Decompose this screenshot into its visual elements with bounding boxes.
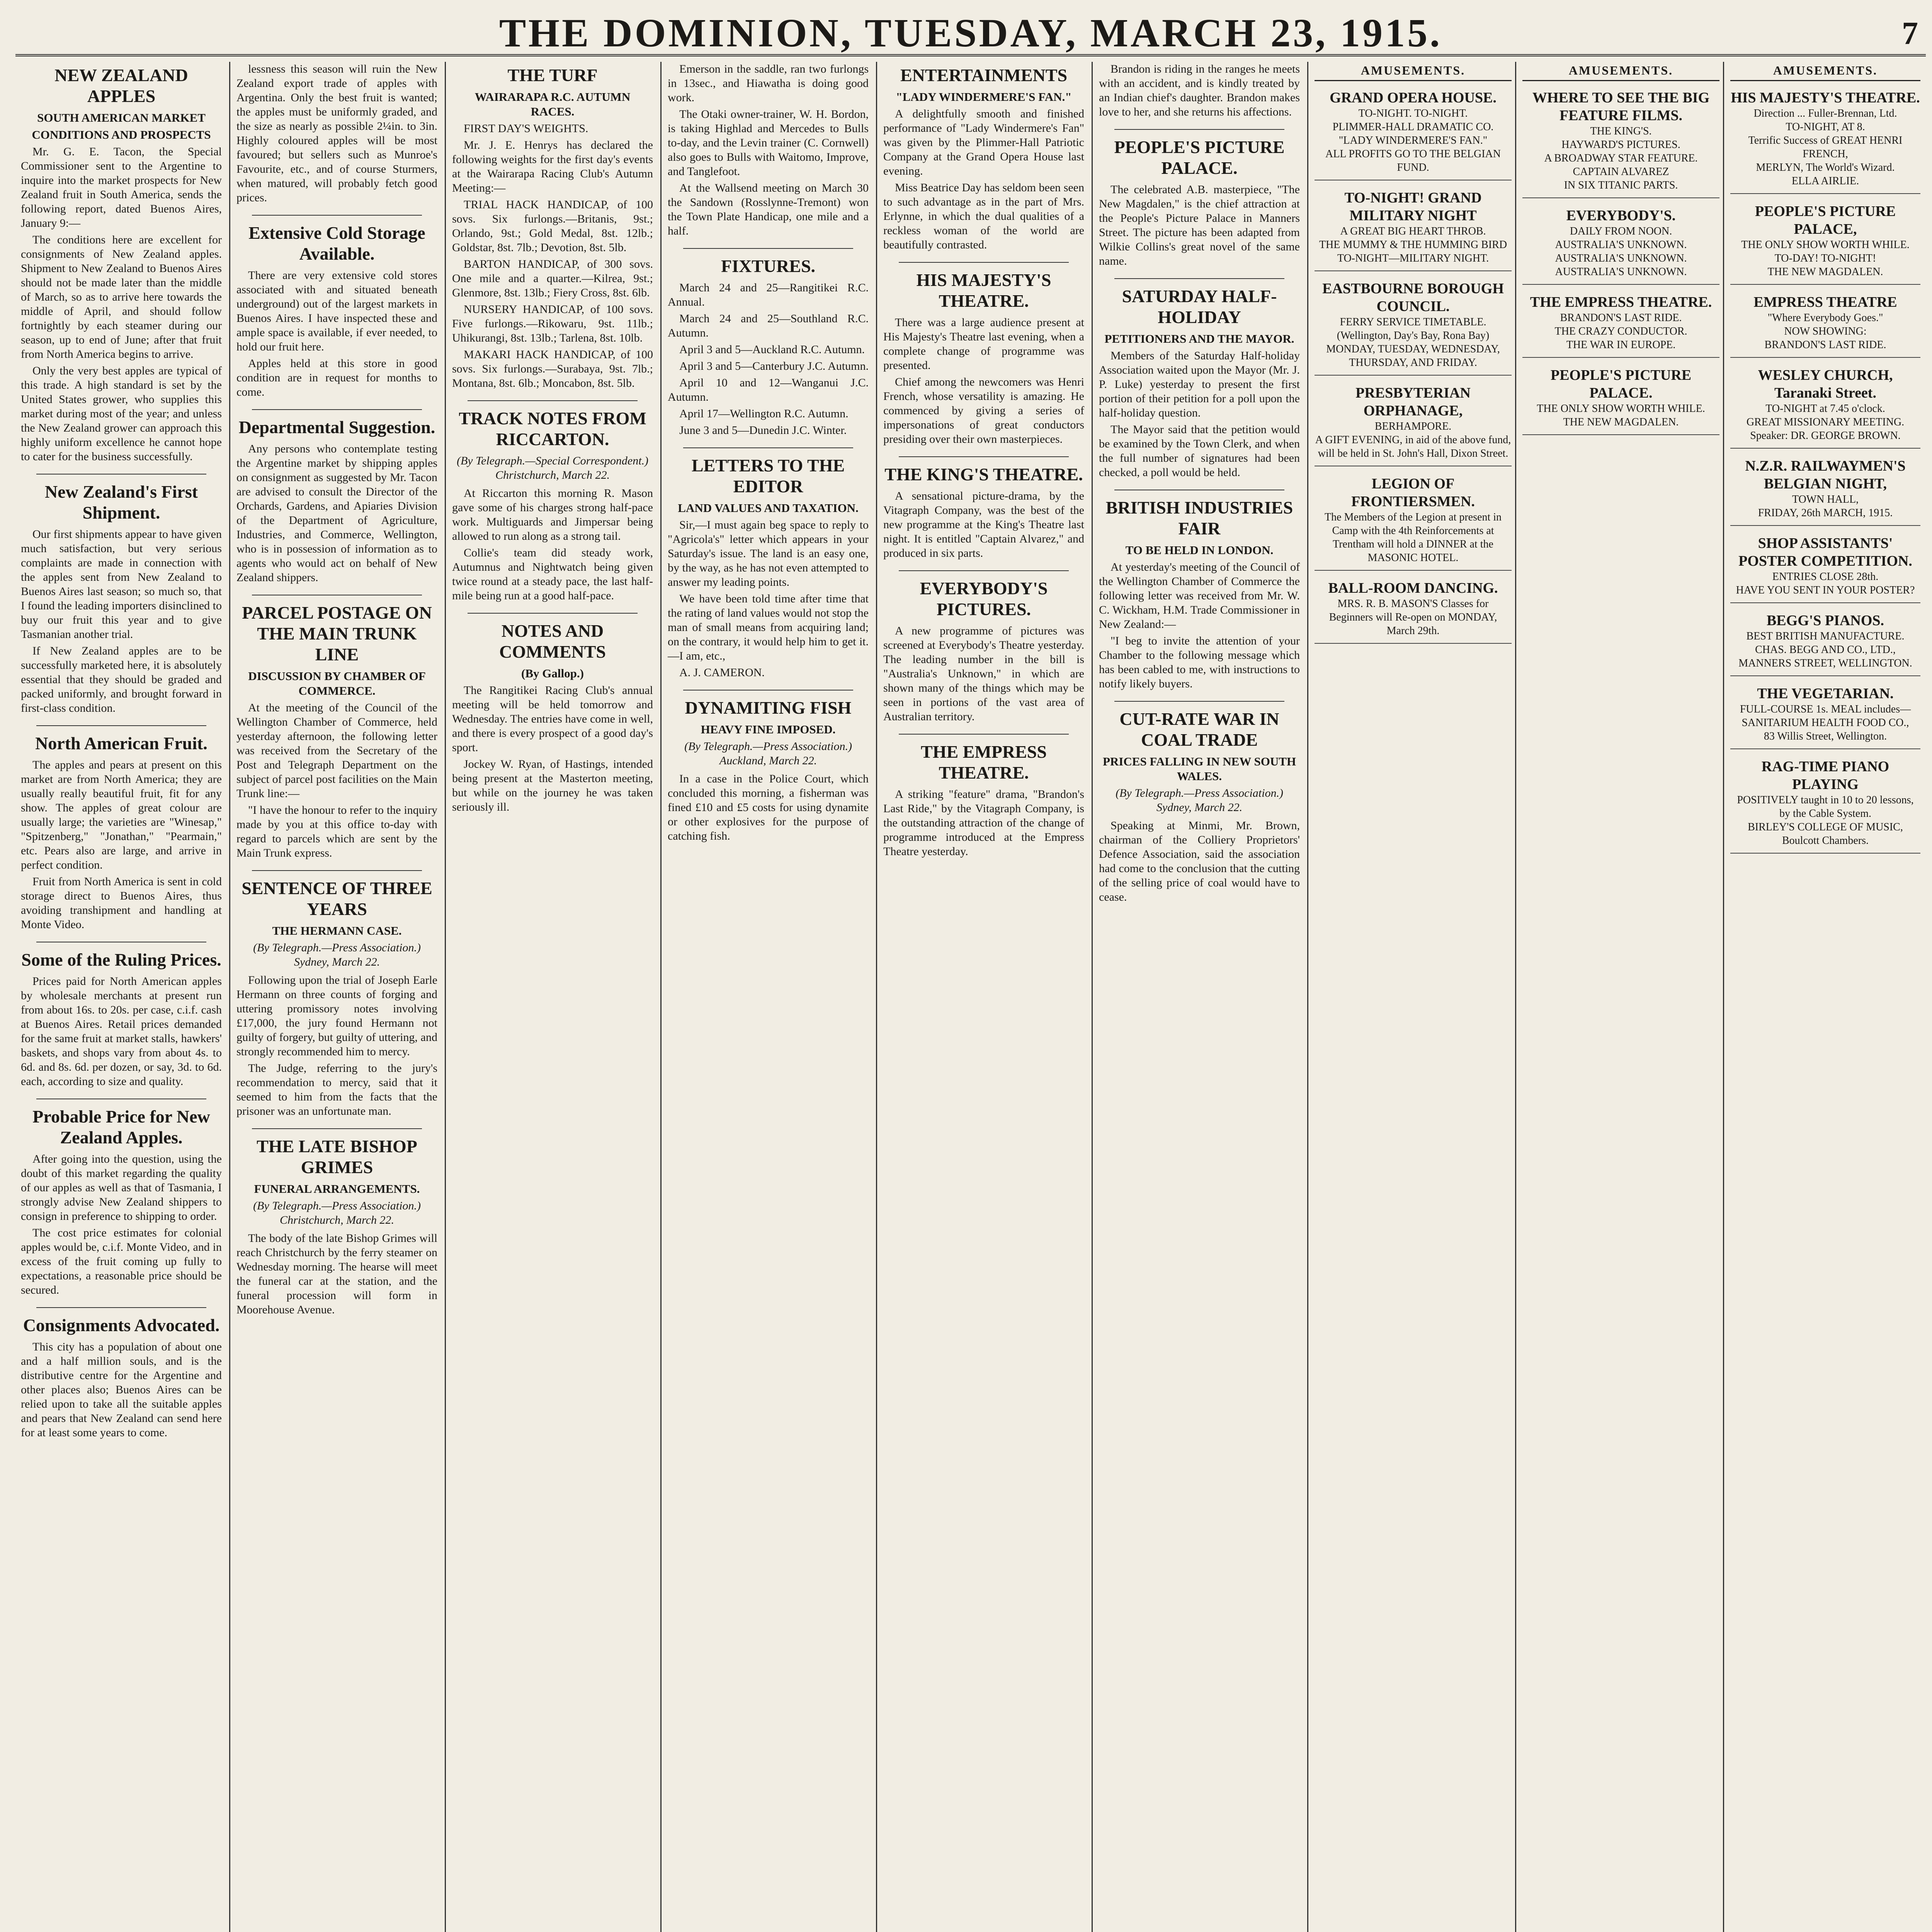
article-paragraph: The Mayor said that the petition would be examined by the Town Clerk, and when the full number of signatures had been checked, a poll would be held. bbox=[1099, 423, 1300, 479]
article-headline: HIS MAJESTY'S THEATRE. bbox=[916, 270, 1051, 311]
article-paragraph: After going into the question, using the doubt of this market regarding the quality of our apples as well as that of Tasmania, I strongly advise New Zealand shippers to consign in preference to shipping to order. bbox=[21, 1153, 222, 1223]
ad-line: BERHAMPORE. bbox=[1374, 420, 1452, 432]
advertisement bbox=[1315, 575, 1512, 644]
article-subheadline: SOUTH AMERICAN MARKET bbox=[37, 111, 206, 124]
column-rule bbox=[445, 62, 446, 1932]
article-paragraph: The Judge, referring to the jury's recommendation to mercy, said that it seemed to him from the facts that the prisoner was an unfortunate man. bbox=[236, 1062, 437, 1117]
ad-line: Direction ... Fuller-Brennan, Ltd. bbox=[1753, 107, 1897, 119]
article bbox=[883, 270, 1084, 446]
article-headline: BRITISH INDUSTRIES FAIR bbox=[1105, 498, 1293, 538]
article-headline: NEW ZEALAND APPLES bbox=[54, 65, 188, 106]
article-paragraph: A new programme of pictures was screened at Everybody's Theatre yesterday. The leading number in the bill is "Australia's Unknown," in which are shown many of the things which may be seen in portions of the vast area of Australian territory. bbox=[883, 624, 1084, 723]
amusements-label: AMUSEMENTS. bbox=[1730, 62, 1920, 81]
article-headline: Probable Price for New Zealand Apples. bbox=[32, 1107, 210, 1147]
article-headline: THE EMPRESS THEATRE. bbox=[921, 742, 1047, 782]
article-paragraph: Mr. J. E. Henrys has declared the following weights for the first day's events at the Wairarapa Racing Club's Autumn Meeting:— bbox=[452, 139, 653, 194]
article-paragraph: Miss Beatrice Day has seldom been seen to such advantage as in the part of Mrs. Erlynne, in which the dual qualities of a reckless woman of the world are beautifully contrasted. bbox=[883, 181, 1084, 251]
ad-line: TO-NIGHT at 7.45 o'clock. bbox=[1765, 403, 1885, 415]
amusements-column-3 bbox=[1725, 62, 1926, 1932]
article-paragraph: June 3 and 5—Dunedin J.C. Winter. bbox=[679, 424, 847, 437]
advertisement bbox=[1730, 199, 1920, 285]
ad-heading: GRAND OPERA HOUSE. bbox=[1330, 90, 1497, 106]
article bbox=[236, 1136, 437, 1317]
article bbox=[21, 733, 222, 932]
ad-line: ELLA AIRLIE. bbox=[1791, 175, 1859, 187]
news-column-4 bbox=[662, 62, 874, 1932]
article-headline: DYNAMITING FISH bbox=[685, 698, 852, 718]
article-paragraph: Emerson in the saddle, ran two furlongs in 13sec., and Hiawatha is doing good work. bbox=[668, 63, 869, 104]
ad-heading: THE VEGETARIAN. bbox=[1757, 685, 1894, 702]
advertisement bbox=[1315, 85, 1512, 180]
article-subheadline: "LADY WINDERMERE'S FAN." bbox=[896, 90, 1072, 104]
article-paragraph: Following upon the trial of Joseph Earle Hermann on three counts of forging and uttering promissory notes involving £17,000, the jury found Hermann not guilty of forgery, but guilty of uttering, and strongly recommended him to mercy. bbox=[236, 974, 437, 1058]
article bbox=[1099, 709, 1300, 904]
article-paragraph: We have been told time after time that the rating of land values would not stop the man of small means from acquiring land; on the contrary, it would help him to get it.—I am, etc., bbox=[668, 592, 869, 662]
ad-line: AUSTRALIA'S UNKNOWN. bbox=[1555, 252, 1687, 264]
ad-line: BRANDON'S LAST RIDE. bbox=[1764, 339, 1886, 351]
article bbox=[452, 65, 653, 390]
ad-line: MONDAY, TUESDAY, WEDNESDAY, THURSDAY, AND FRIDAY. bbox=[1326, 343, 1500, 369]
article-paragraph: At the meeting of the Council of the Wellington Chamber of Commerce, held yesterday afternoon, the following letter was received from the Secretary of the Post and Telegraph Department on the subject of parcel post facilities on the Main Trunk line:— bbox=[236, 701, 437, 800]
article bbox=[236, 223, 437, 399]
article-paragraph: April 17—Wellington R.C. Autumn. bbox=[679, 407, 849, 420]
ad-line: Terrific Success of GREAT HENRI FRENCH, bbox=[1748, 134, 1903, 160]
article bbox=[1099, 497, 1300, 691]
article-paragraph: At yesterday's meeting of the Council of the Wellington Chamber of Commerce the following letter was received from Mr. W. C. Wickham, H.M. Trade Commissioner in New Zealand:— bbox=[1099, 561, 1300, 631]
article-headline: FIXTURES. bbox=[721, 256, 816, 276]
article-paragraph: At the Wallsend meeting on March 30 the Sandown (Rosslynne-Tremont) won the Town Plate Handicap, one mile and a half. bbox=[668, 182, 869, 237]
advertisement bbox=[1315, 380, 1512, 466]
article-subheadline: THE HERMANN CASE. bbox=[272, 924, 402, 937]
ad-heading: WESLEY CHURCH, Taranaki Street. bbox=[1758, 367, 1893, 401]
ad-line: POSITIVELY taught in 10 to 20 lessons, by the Cable System. bbox=[1737, 794, 1914, 820]
ad-line: FRIDAY, 26th MARCH, 1915. bbox=[1758, 507, 1893, 519]
ad-line: THE MUMMY & THE HUMMING BIRD bbox=[1319, 239, 1507, 251]
article-headline: EVERYBODY'S PICTURES. bbox=[920, 578, 1048, 619]
ad-line: GREAT MISSIONARY MEETING. bbox=[1746, 416, 1905, 428]
ad-line: CAPTAIN ALVAREZ bbox=[1573, 166, 1669, 178]
article bbox=[21, 1315, 222, 1440]
article-headline: SENTENCE OF THREE YEARS bbox=[242, 878, 432, 919]
article-paragraph: Prices paid for North American apples by wholesale merchants at present run from about 16s. to 20s. per case, c.i.f. cash at Buenos Aires. Retail prices demanded for the same fruit at market stalls, hawkers' baskets, and shops vary from about 4s. to 6d. and 8s. 6d. per dozen, or say, 3d. to 6d. each, according to size and quality. bbox=[21, 975, 222, 1088]
article-headline: SATURDAY HALF-HOLIDAY bbox=[1122, 286, 1277, 327]
ad-heading: WHERE TO SEE THE BIG FEATURE FILMS. bbox=[1532, 90, 1710, 124]
article-headline: TRACK NOTES FROM RICCARTON. bbox=[459, 408, 646, 449]
ad-line: FULL-COURSE 1s. MEAL includes— bbox=[1740, 703, 1911, 715]
ad-line: THE KING'S. bbox=[1590, 125, 1652, 137]
article-divider bbox=[252, 1128, 422, 1129]
article-divider bbox=[36, 1307, 206, 1308]
article-divider bbox=[899, 456, 1069, 457]
article bbox=[236, 62, 437, 205]
article-dateline: (By Telegraph.—Press Association.) Auckland, March 22. bbox=[684, 740, 852, 767]
ad-heading: SHOP ASSISTANTS' POSTER COMPETITION. bbox=[1738, 535, 1912, 569]
newspaper-title: THE DOMINION, TUESDAY, MARCH 23, 1915. bbox=[499, 11, 1442, 55]
article-headline: Consignments Advocated. bbox=[23, 1315, 220, 1335]
news-column-6 bbox=[1094, 62, 1305, 1932]
article-paragraph: Collie's team did steady work, Autumnus and Nightwatch being given twice round at a steady pace, the last half-mile being run at a good half-pace. bbox=[452, 546, 653, 602]
article-paragraph: "I have the honour to refer to the inquiry made by you at this office to-day with regard to parcels which are sent by the Main Trunk express. bbox=[236, 804, 437, 859]
advertisement bbox=[1730, 754, 1920, 854]
article-headline: Departmental Suggestion. bbox=[238, 417, 435, 437]
article-paragraph: Jockey W. Ryan, of Hastings, intended being present at the Masterton meeting, but while on the journey he was taken seriously ill. bbox=[452, 758, 653, 813]
ad-line: ENTRIES CLOSE 28th. bbox=[1772, 571, 1879, 583]
ad-heading: EASTBOURNE BOROUGH COUNCIL. bbox=[1322, 281, 1504, 315]
article-paragraph: Our first shipments appear to have given much satisfaction, but very serious complaints are made in connection with the apples sent from New Zealand to Buenos Aires last season; so much so, that I found the leading importers disinclined to buy our fruit this year and to give Tasmanian another trial. bbox=[21, 528, 222, 641]
ad-heading: N.Z.R. RAILWAYMEN'S BELGIAN NIGHT, bbox=[1745, 458, 1906, 492]
article-headline: THE KING'S THEATRE. bbox=[884, 464, 1083, 484]
article-divider bbox=[683, 248, 853, 249]
ad-line: AUSTRALIA'S UNKNOWN. bbox=[1555, 266, 1687, 278]
advertisement bbox=[1315, 185, 1512, 271]
article-divider bbox=[683, 447, 853, 448]
article-paragraph: MAKARI HACK HANDICAP, of 100 sovs. Six furlongs.—Surabaya, 9st. 7lb.; Montana, 8st. 6lb.; Moncabon, 8st. 5lb. bbox=[452, 348, 653, 389]
article-paragraph: April 3 and 5—Auckland R.C. Autumn. bbox=[679, 343, 865, 356]
article-subheadline: LAND VALUES AND TAXATION. bbox=[678, 501, 859, 515]
article-dateline: (By Telegraph.—Press Association.) Sydney, March 22. bbox=[1116, 787, 1283, 814]
article-headline: NOTES AND COMMENTS bbox=[499, 621, 606, 662]
ad-line: THE ONLY SHOW WORTH WHILE. bbox=[1741, 239, 1910, 251]
article-divider bbox=[252, 409, 422, 410]
article-paragraph: Members of the Saturday Half-holiday Association waited upon the Mayor (Mr. J. P. Luke) yesterday to present the first portion of their petition for a poll upon the half-holiday question. bbox=[1099, 349, 1300, 419]
article bbox=[21, 949, 222, 1088]
article-subheadline: PRICES FALLING IN NEW SOUTH WALES. bbox=[1102, 755, 1296, 783]
ad-heading: RAG-TIME PIANO PLAYING bbox=[1761, 759, 1889, 793]
article-divider bbox=[468, 400, 638, 401]
ad-heading: EVERYBODY'S. bbox=[1566, 207, 1676, 224]
article-headline: North American Fruit. bbox=[35, 733, 207, 753]
article bbox=[21, 481, 222, 715]
article-paragraph: If New Zealand apples are to be successfully marketed here, it is absolutely essential that they should be graded and packed uniformly, and brought forward in first-class condition. bbox=[21, 645, 222, 714]
article-headline: Some of the Ruling Prices. bbox=[21, 950, 221, 969]
article-divider bbox=[1114, 129, 1284, 130]
ad-line: BIRLEY'S COLLEGE OF MUSIC, bbox=[1748, 821, 1903, 833]
amusements-label: AMUSEMENTS. bbox=[1522, 62, 1719, 81]
article bbox=[883, 464, 1084, 560]
article-paragraph: March 24 and 25—Southland R.C. Autumn. bbox=[668, 312, 869, 339]
article bbox=[668, 697, 869, 843]
article bbox=[883, 65, 1084, 252]
ad-heading: LEGION OF FRONTIERSMEN. bbox=[1351, 476, 1475, 510]
ad-line: Speaker: DR. GEORGE BROWN. bbox=[1750, 430, 1901, 442]
article-paragraph: TRIAL HACK HANDICAP, of 100 sovs. Six furlongs.—Britanis, 9st.; Orlando, 9st.; Gold Medal, 8st. 12lb.; Goldstar, 8st. 7lb.; Devotion, 8st. 5lb. bbox=[452, 198, 653, 254]
article-divider bbox=[899, 734, 1069, 735]
advertisement bbox=[1315, 276, 1512, 376]
article bbox=[21, 65, 222, 464]
article-dateline: (By Telegraph.—Special Correspondent.) Christchurch, March 22. bbox=[456, 454, 649, 481]
article-paragraph: The apples and pears at present on this market are from North America; they are usually really beautiful fruit, fit for any show. The apples of great colour are usually large; the varieties are "Winesap," "Spitzenberg," "Jonathan," "Pearmain," etc. Pears also are large, and arrive in perfect condition. bbox=[21, 759, 222, 871]
ad-heading: PEOPLE'S PICTURE PALACE, bbox=[1755, 203, 1896, 237]
article-paragraph: March 24 and 25—Rangitikei R.C. Annual. bbox=[668, 281, 869, 308]
article-paragraph: NURSERY HANDICAP, of 100 sovs. Five furlongs.—Rikowaru, 9st. 11lb.; Uhikurangi, 8st. 13lb.; Tarlena, 8st. 10lb. bbox=[452, 303, 653, 344]
article bbox=[668, 256, 869, 437]
advertisement bbox=[1522, 362, 1719, 435]
article-paragraph: There was a large audience present at His Majesty's Theatre last evening, when a complete change of programme was presented. bbox=[883, 316, 1084, 372]
article bbox=[21, 1106, 222, 1297]
article-paragraph: BARTON HANDICAP, of 300 sovs. One mile and a quarter.—Kilrea, 9st.; Glenmore, 8st. 13lb.; Fiery Cross, 8st. 6lb. bbox=[452, 258, 653, 299]
article-paragraph: This city has a population of about one and a half million souls, and is the distributive centre for the Argentine and other places also; Buenos Aires can be relied upon to take all the suitable apples and pears that New Zealand can send here for at least some years to come. bbox=[21, 1340, 222, 1439]
ad-line: THE CRAZY CONDUCTOR. bbox=[1554, 325, 1687, 337]
article-paragraph: In a case in the Police Court, which concluded this morning, a fisherman was fined £10 and £5 costs for using dynamite or other explosives for the purpose of catching fish. bbox=[668, 772, 869, 842]
article-paragraph: A sensational picture-drama, by the Vitagraph Company, was the best of the new programme at the King's Theatre last night. It is entitled "Captain Alvarez," and produced in six parts. bbox=[883, 490, 1084, 560]
ad-line: THE ONLY SHOW WORTH WHILE. bbox=[1537, 403, 1705, 415]
news-column-2 bbox=[231, 62, 443, 1932]
article-subheadline: FUNERAL ARRANGEMENTS. bbox=[254, 1182, 420, 1196]
article-subheadline: TO BE HELD IN LONDON. bbox=[1125, 543, 1274, 557]
ad-line: TO-NIGHT, AT 8. bbox=[1786, 121, 1865, 133]
article bbox=[1099, 137, 1300, 268]
ad-line: PLIMMER-HALL DRAMATIC CO. bbox=[1332, 121, 1494, 133]
article-paragraph: The body of the late Bishop Grimes will reach Christchurch by the ferry steamer on Wednesday morning. The hearse will meet the funeral car at the station, and the funeral procession will form in Moorehouse Avenue. bbox=[236, 1232, 437, 1316]
article-subheadline: (By Gallop.) bbox=[521, 667, 584, 680]
article-divider bbox=[899, 262, 1069, 263]
article bbox=[883, 578, 1084, 724]
ad-line: ALL PROFITS GO TO THE BELGIAN FUND. bbox=[1325, 148, 1501, 173]
masthead bbox=[15, 8, 1926, 56]
amusements-label: AMUSEMENTS. bbox=[1315, 62, 1512, 81]
article-headline: PEOPLE'S PICTURE PALACE. bbox=[1114, 137, 1285, 178]
ad-line: Boulcott Chambers. bbox=[1782, 835, 1869, 847]
ad-line: TOWN HALL, bbox=[1792, 493, 1859, 505]
article bbox=[236, 602, 437, 860]
ad-heading: EMPRESS THEATRE bbox=[1753, 294, 1897, 310]
ad-line: TO-DAY! TO-NIGHT! bbox=[1774, 252, 1876, 264]
ad-line: HAVE YOU SENT IN YOUR POSTER? bbox=[1736, 584, 1915, 596]
ad-line: THE NEW MAGDALEN. bbox=[1767, 266, 1883, 278]
ad-heading: BEGG'S PIANOS. bbox=[1766, 612, 1884, 629]
article-headline: New Zealand's First Shipment. bbox=[44, 482, 198, 522]
ad-line: MANNERS STREET, WELLINGTON. bbox=[1738, 657, 1912, 669]
article-paragraph: FIRST DAY'S WEIGHTS. bbox=[464, 122, 588, 135]
article-paragraph: At Riccarton this morning R. Mason gave some of his charges strong half-pace work. Multiguards and Jimpersar being allowed to run along as a strong tail. bbox=[452, 487, 653, 543]
column-rule bbox=[1307, 62, 1308, 1932]
article-paragraph: Only the very best apples are typical of this trade. A high standard is set by the United States grower, who supplies this market during most of the year; and unless the New Zealand grower can approach this highly uniform excellence he cannot hope to cater for the business successfully. bbox=[21, 364, 222, 463]
article-paragraph: Any persons who contemplate testing the Argentine market by shipping apples on consignment as suggested by Mr. Tacon are advised to consult the Director of the Orchards, Gardens, and Apiaries Division of the Department of Agriculture, Industries, and Commerce, Wellington, who is in possession of information as to agents who would act on behalf of New Zealand shippers. bbox=[236, 442, 437, 584]
ad-heading: PEOPLE'S PICTURE PALACE. bbox=[1550, 367, 1692, 401]
advertisement bbox=[1730, 453, 1920, 526]
article-headline: PARCEL POSTAGE ON THE MAIN TRUNK LINE bbox=[242, 603, 432, 664]
article-paragraph: A. J. CAMERON. bbox=[679, 666, 765, 679]
article bbox=[1099, 62, 1300, 119]
article-divider bbox=[36, 725, 206, 726]
article-headline: Extensive Cold Storage Available. bbox=[248, 223, 425, 264]
article-headline: ENTERTAINMENTS bbox=[900, 65, 1068, 85]
article-paragraph: The cost price estimates for colonial apples would be, c.i.f. Monte Video, and in excess of the fruit coming up fully to expectations, a reasonable price should be secured. bbox=[21, 1226, 222, 1296]
advertisement bbox=[1315, 471, 1512, 571]
article-headline: LETTERS TO THE EDITOR bbox=[691, 456, 845, 496]
advertisement bbox=[1730, 362, 1920, 449]
article-paragraph: April 10 and 12—Wanganui J.C. Autumn. bbox=[668, 376, 869, 403]
ad-heading: BALL-ROOM DANCING. bbox=[1328, 580, 1498, 596]
article-headline: CUT-RATE WAR IN COAL TRADE bbox=[1119, 709, 1279, 750]
article bbox=[668, 455, 869, 680]
ad-line: FERRY SERVICE TIMETABLE. bbox=[1340, 316, 1486, 328]
article-dateline: (By Telegraph.—Press Association.) Christchurch, March 22. bbox=[253, 1199, 421, 1226]
article bbox=[236, 878, 437, 1118]
advertisement bbox=[1522, 203, 1719, 285]
ad-line: MRS. R. B. MASON'S Classes for Beginners will Re-open on MONDAY, March 29th. bbox=[1329, 598, 1497, 637]
news-column-1 bbox=[15, 62, 227, 1932]
ad-line: "Where Everybody Goes." bbox=[1767, 312, 1883, 324]
article-paragraph: Chief among the newcomers was Henri French, whose versatility is amazing. He commenced by giving a series of impersonations of great conductors presiding over their own masterpieces. bbox=[883, 376, 1084, 446]
ad-line: A GIFT EVENING, in aid of the above fund, will be held in St. John's Hall, Dixon Street. bbox=[1315, 434, 1511, 459]
article bbox=[236, 417, 437, 585]
ad-line: (Wellington, Day's Bay, Rona Bay) bbox=[1337, 330, 1490, 342]
advertisement bbox=[1730, 608, 1920, 676]
amusements-column-1 bbox=[1309, 62, 1517, 1932]
article bbox=[1099, 286, 1300, 480]
column-rule bbox=[1092, 62, 1093, 1932]
article-paragraph: A delightfully smooth and finished performance of "Lady Windermere's Fan" was given by the Plimmer-Hall Patriotic Company at the Grand Opera House last evening. bbox=[883, 107, 1084, 177]
ad-line: A BROADWAY STAR FEATURE. bbox=[1544, 152, 1698, 164]
advertisement bbox=[1522, 289, 1719, 358]
article-headline: THE LATE BISHOP GRIMES bbox=[257, 1136, 417, 1177]
article-divider bbox=[1114, 701, 1284, 702]
article-paragraph: A striking "feature" drama, "Brandon's Last Ride," by the Vitagraph Company, is the outstanding attraction of the change of programme introduced at the Empress Theatre yesterday. bbox=[883, 788, 1084, 858]
ad-line: MERLYN, The World's Wizard. bbox=[1756, 162, 1895, 173]
article-paragraph: The celebrated A.B. masterpiece, "The New Magdalen," is the chief attraction at the People's Picture Palace in Manners Street. The picture has been adapted from Wilkie Collins's great novel of the same name. bbox=[1099, 183, 1300, 267]
ad-line: IN SIX TITANIC PARTS. bbox=[1564, 179, 1678, 191]
article-divider bbox=[252, 215, 422, 216]
article-divider bbox=[468, 613, 638, 614]
column-rule bbox=[876, 62, 877, 1932]
article-paragraph: Apples held at this store in good condition are in request for months to come. bbox=[236, 357, 437, 398]
advertisement bbox=[1730, 85, 1920, 194]
article-paragraph: "I beg to invite the attention of your Chamber to the following message which has been cabled to me, with instructions to notify likely buyers. bbox=[1099, 634, 1300, 690]
news-column-5 bbox=[878, 62, 1090, 1932]
ad-line: THE NEW MAGDALEN. bbox=[1563, 416, 1679, 428]
article-paragraph: Fruit from North America is sent in cold storage direct to Buenos Aires, thus avoiding transhipment and handling at Monte Video. bbox=[21, 875, 222, 931]
column-rule bbox=[660, 62, 662, 1932]
article-subheadline: CONDITIONS AND PROSPECTS bbox=[32, 128, 211, 141]
article bbox=[668, 62, 869, 238]
article bbox=[883, 742, 1084, 859]
article-paragraph: April 3 and 5—Canterbury J.C. Autumn. bbox=[679, 360, 869, 372]
ad-line: 83 Willis Street, Wellington. bbox=[1764, 730, 1887, 742]
ad-heading: THE EMPRESS THEATRE. bbox=[1530, 294, 1712, 310]
ad-heading: HIS MAJESTY'S THEATRE. bbox=[1731, 90, 1920, 106]
ad-line: "LADY WINDERMERE'S FAN." bbox=[1338, 134, 1488, 146]
article-divider bbox=[899, 570, 1069, 571]
amusements-column-2 bbox=[1517, 62, 1725, 1932]
ad-heading: PRESBYTERIAN ORPHANAGE, bbox=[1355, 385, 1471, 419]
ad-line: CHAS. BEGG AND CO., LTD., bbox=[1755, 644, 1896, 656]
article-paragraph: There are very extensive cold stores associated with and situated beneath underground) out of the largest markets in Buenos Aires. I have inspected these and ample space is available, if ever needed, to hold our fruit here. bbox=[236, 269, 437, 353]
article-paragraph: lessness this season will ruin the New Zealand export trade of apples with Argentina. Only the best fruit is wanted; the apples must be uniformly graded, and the size as nearly as possible 2¼in. to 3in. Highly coloured apples will be most favoured; but sellers such as Munroe's Favourite, etc., and of course Sturmers, when matured, will probably fetch good prices. bbox=[236, 63, 437, 204]
ad-line: THE WAR IN EUROPE. bbox=[1566, 339, 1676, 351]
article-divider bbox=[1114, 278, 1284, 279]
article-headline: THE TURF bbox=[507, 65, 598, 85]
page-number: 7 bbox=[1902, 15, 1918, 51]
article-paragraph: Speaking at Minmi, Mr. Brown, chairman of the Colliery Proprietors' Defence Association, said the association had come to the conclusion that the cutting of the selling price of coal would have to cease. bbox=[1099, 819, 1300, 903]
ad-line: AUSTRALIA'S UNKNOWN. bbox=[1555, 239, 1687, 251]
article bbox=[452, 621, 653, 814]
article-paragraph: Mr. G. E. Tacon, the Special Commissioner sent to the Argentine to inquire into the market prospects for New Zealand fruit in South America, sends the following report, dated Buenos Aires, January 9:— bbox=[21, 145, 222, 230]
ad-line: NOW SHOWING: bbox=[1784, 325, 1867, 337]
article-dateline: (By Telegraph.—Press Association.) Sydney, March 22. bbox=[253, 941, 421, 968]
news-column-3 bbox=[447, 62, 658, 1932]
ad-line: HAYWARD'S PICTURES. bbox=[1561, 139, 1680, 151]
ad-line: SANITARIUM HEALTH FOOD CO., bbox=[1742, 717, 1909, 729]
article-divider bbox=[252, 870, 422, 871]
article-subheadline: PETITIONERS AND THE MAYOR. bbox=[1104, 332, 1294, 345]
column-rule bbox=[1723, 62, 1724, 1932]
article-paragraph: The Otaki owner-trainer, W. H. Bordon, is taking Highlad and Mercedes to Bulls to-day, and the Levin trainer (C. Cornwell) also goes to Bulls with Waitomo, Improve, and Tanglefoot. bbox=[668, 108, 869, 178]
ad-line: The Members of the Legion at present in Camp with the 4th Reinforcements at Trentham will hold a DINNER at the MASONIC HOTEL. bbox=[1325, 511, 1502, 564]
ad-heading: TO-NIGHT! GRAND MILITARY NIGHT bbox=[1344, 190, 1482, 224]
ad-line: TO-NIGHT. TO-NIGHT. bbox=[1358, 107, 1468, 119]
advertisement bbox=[1730, 681, 1920, 749]
article-paragraph: Sir,—I must again beg space to reply to "Agricola's" letter which appears in your Saturday's issue. The land is an easy one, by the way, as he has not even attempted to answer my leading points. bbox=[668, 519, 869, 588]
ad-line: BEST BRITISH MANUFACTURE. bbox=[1746, 630, 1905, 642]
ad-line: A GREAT BIG HEART THROB. bbox=[1340, 225, 1486, 237]
advertisement bbox=[1730, 289, 1920, 358]
article-subheadline: HEAVY FINE IMPOSED. bbox=[701, 723, 836, 736]
article-subheadline: WAIRARAPA R.C. AUTUMN RACES. bbox=[474, 90, 631, 118]
article bbox=[452, 408, 653, 603]
article-paragraph: The conditions here are excellent for consignments of New Zealand apples. Shipment to New Zealand to Buenos Aires should not be made later than the middle of March, so as to arrive here towards the middle of April, and should follow fortnightly by each steamer during our season, up to end of June; after that fruit from North America begins to arrive. bbox=[21, 233, 222, 361]
article-paragraph: The Rangitikei Racing Club's annual meeting will be held tomorrow and Wednesday. The entries have come in well, and there is every prospect of a good day's sport. bbox=[452, 684, 653, 754]
article-paragraph: Brandon is riding in the ranges he meets with an accident, and is kindly treated by an Indian chief's daughter. Brandon makes love to her, and she returns his affections. bbox=[1099, 63, 1300, 118]
column-rule bbox=[229, 62, 230, 1932]
advertisement bbox=[1522, 85, 1719, 198]
article-subheadline: DISCUSSION BY CHAMBER OF COMMERCE. bbox=[248, 669, 426, 697]
ad-line: BRANDON'S LAST RIDE. bbox=[1560, 312, 1682, 324]
ad-line: TO-NIGHT—MILITARY NIGHT. bbox=[1337, 252, 1489, 264]
advertisement bbox=[1730, 531, 1920, 603]
column-rule bbox=[1515, 62, 1516, 1932]
ad-line: DAILY FROM NOON. bbox=[1570, 225, 1672, 237]
